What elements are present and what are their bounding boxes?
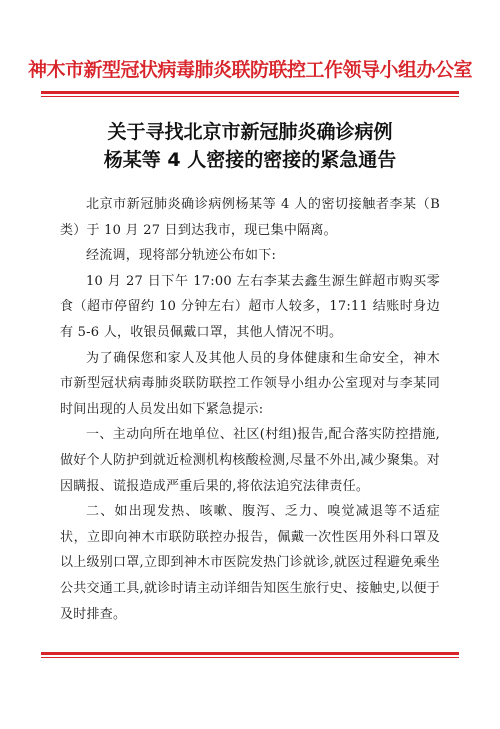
notice-title-line-1: 关于寻找北京市新冠肺炎确诊病例 — [107, 121, 393, 143]
footer-rule-thick — [41, 652, 459, 655]
issuing-organization-header: 神木市新型冠状病毒肺炎联防联控工作领导小组办公室 — [27, 59, 472, 81]
paragraph-trajectory-detail: 10 月 27 日下午 17:00 左右李某去鑫生源生鲜超市购买零食（超市停留约 10 分钟左右）超市人较多，17:11 结账时身边有 5-6 人，收银员佩戴口罩，其他人情况不明。 — [60, 273, 440, 340]
paragraph-trajectory-intro: 经流调，现将部分轨迹公布如下: — [86, 248, 277, 264]
footer-rule-thin — [41, 657, 459, 658]
paragraph-item-two: 二、如出现发热、咳嗽、腹泻、乏力、嗅觉减退等不适症状，立即向神木市联防联控办报告，佩戴一次性医用外科口罩及以上级别口罩,立即到神木市医院发热门诊就诊,就医过程避免乘坐公共交通工具,就诊时请主动详细告知医生旅行史、接触史,以便于及时排查。 — [60, 504, 440, 622]
header-rule-thick — [41, 91, 459, 94]
notice-body — [60, 192, 440, 627]
paragraph-urgent-notice-intro: 为了确保您和家人及其他人员的身体健康和生命安全，神木市新型冠状病毒肺炎联防联控工作领导小组办公室现对与李某同时间出现的人员发出如下紧急提示: — [60, 350, 440, 417]
notice-title-line-2: 杨某等 4 人密接的密接的紧急通告 — [103, 149, 397, 171]
paragraph-item-one: 一、主动向所在地单位、社区(村组)报告,配合落实防控措施,做好个人防护到就近检测机构核酸检测,尽量不外出,减少聚集。对因瞒报、谎报造成严重后果的,将依法追究法律责任。 — [60, 427, 440, 494]
paragraph-case-intro: 北京市新冠肺炎确诊病例杨某等 4 人的密切接触者李某（B 类）于 10 月 27 日到达我市，现已集中隔离。 — [60, 197, 440, 238]
header-rule-thin — [41, 96, 459, 97]
